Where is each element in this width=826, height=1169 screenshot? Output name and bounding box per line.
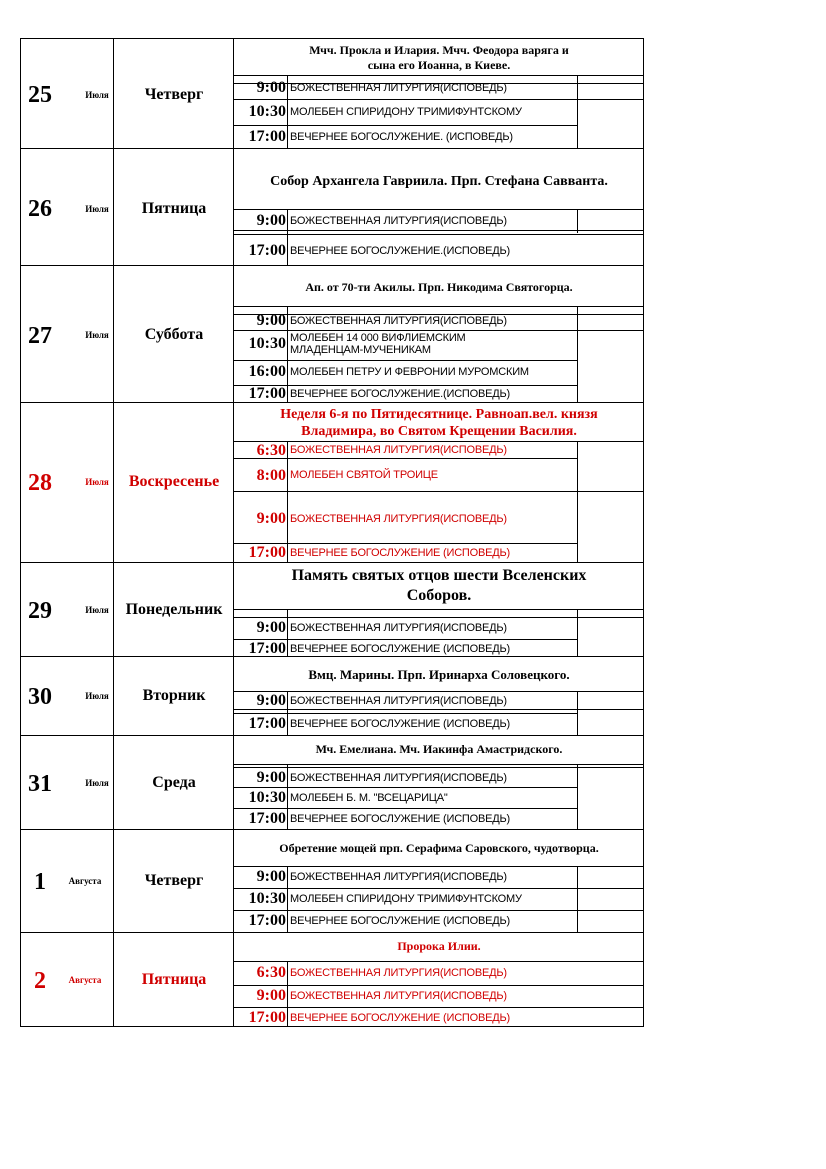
- service-description: БОЖЕСТВЕННАЯ ЛИТУРГИЯ(ИСПОВЕДЬ): [290, 622, 507, 634]
- weekday-label: Пятница: [141, 971, 207, 988]
- day-number: 2: [34, 968, 46, 994]
- day-number: 27: [28, 323, 52, 349]
- service-time: 17:00: [248, 242, 286, 259]
- day-number: 31: [28, 771, 52, 797]
- service-time: 17:00: [248, 385, 286, 402]
- day-block-26: [20, 148, 644, 265]
- feast-title: Собор Архангела Гавриила. Прп. Стефана Савванта.: [270, 174, 608, 189]
- service-description: ВЕЧЕРНЕЕ БОГОСЛУЖЕНИЕ (ИСПОВЕДЬ): [290, 547, 511, 559]
- service-description: ВЕЧЕРНЕЕ БОГОСЛУЖЕНИЕ (ИСПОВЕДЬ): [290, 813, 511, 825]
- service-time: 9:00: [256, 510, 286, 527]
- month-label: Августа: [68, 876, 102, 886]
- service-description: БОЖЕСТВЕННАЯ ЛИТУРГИЯ(ИСПОВЕДЬ): [290, 695, 507, 707]
- service-description: ВЕЧЕРНЕЕ БОГОСЛУЖЕНИЕ.(ИСПОВЕДЬ): [290, 245, 511, 257]
- service-description: БОЖЕСТВЕННАЯ ЛИТУРГИЯ(ИСПОВЕДЬ): [290, 871, 507, 883]
- weekday-label: Четверг: [144, 872, 204, 889]
- service-time: 17:00: [248, 1009, 286, 1026]
- month-label: Июля: [85, 778, 109, 788]
- service-description: МОЛЕБЕН СВЯТОЙ ТРОИЦЕ: [290, 469, 438, 481]
- feast-title: Мч. Емелиана. Мч. Иакинфа Амастридского.: [315, 742, 563, 756]
- day-block-2: [20, 932, 644, 1027]
- service-time: 17:00: [248, 128, 286, 145]
- day-block-27: [20, 265, 644, 402]
- service-time: 9:00: [256, 692, 286, 709]
- service-time: 9:00: [256, 312, 286, 329]
- feast-title: Вмц. Марины. Прп. Иринарха Соловецкого.: [308, 667, 570, 682]
- service-description: БОЖЕСТВЕННАЯ ЛИТУРГИЯ(ИСПОВЕДЬ): [290, 82, 507, 94]
- weekday-label: Среда: [152, 774, 196, 791]
- service-time: 10:30: [248, 789, 286, 806]
- service-time: 8:00: [256, 467, 286, 484]
- feast-title: Пророка Илии.: [397, 939, 481, 953]
- service-time: 9:00: [256, 619, 286, 636]
- day-block-29: [20, 562, 644, 656]
- service-time: 10:30: [248, 890, 286, 907]
- day-block-31: [20, 735, 644, 829]
- month-label: Июля: [85, 691, 109, 701]
- day-number: 28: [28, 470, 52, 496]
- service-time: 17:00: [248, 810, 286, 827]
- day-number: 30: [28, 684, 52, 710]
- service-time: 10:30: [248, 335, 286, 352]
- day-block-30: [20, 656, 644, 735]
- service-time: 10:30: [248, 103, 286, 120]
- feast-title: Неделя 6-я по Пятидесятнице. Равноап.вел. князя Владимира, во Святом Крещении Василия.: [280, 407, 598, 439]
- day-number: 1: [34, 869, 46, 895]
- service-description: МОЛЕБЕН Б. М. "ВСЕЦАРИЦА": [290, 792, 448, 804]
- service-description: ВЕЧЕРНЕЕ БОГОСЛУЖЕНИЕ.(ИСПОВЕДЬ): [290, 388, 511, 400]
- day-number: 29: [28, 598, 52, 624]
- service-time: 16:00: [248, 363, 286, 380]
- feast-title: Ап. от 70-ти Акилы. Прп. Никодима Святогорца.: [305, 280, 573, 294]
- service-time: 9:00: [256, 212, 286, 229]
- service-description: ВЕЧЕРНЕЕ БОГОСЛУЖЕНИЕ (ИСПОВЕДЬ): [290, 915, 511, 927]
- month-label: Июля: [85, 605, 109, 615]
- service-description: ВЕЧЕРНЕЕ БОГОСЛУЖЕНИЕ (ИСПОВЕДЬ): [290, 643, 511, 655]
- service-description: БОЖЕСТВЕННАЯ ЛИТУРГИЯ(ИСПОВЕДЬ): [290, 444, 507, 456]
- weekday-label: Понедельник: [125, 601, 223, 618]
- service-time: 17:00: [248, 640, 286, 657]
- service-description: МОЛЕБЕН СПИРИДОНУ ТРИМИФУНТСКОМУ: [290, 893, 522, 905]
- service-time: 17:00: [248, 715, 286, 732]
- service-description: МОЛЕБЕН 14 000 ВИФЛИЕМСКИМ МЛАДЕНЦАМ-МУЧЕНИКАМ: [290, 332, 466, 356]
- service-description: МОЛЕБЕН СПИРИДОНУ ТРИМИФУНТСКОМУ: [290, 106, 522, 118]
- weekday-label: Четверг: [144, 86, 204, 103]
- weekday-label: Пятница: [141, 200, 207, 217]
- month-label: Июля: [85, 90, 109, 100]
- month-label: Июля: [85, 477, 109, 487]
- feast-title: Обретение мощей прп. Серафима Саровского, чудотворца.: [279, 841, 599, 855]
- day-block-1: [20, 829, 644, 932]
- service-description: МОЛЕБЕН ПЕТРУ И ФЕВРОНИИ МУРОМСКИМ: [290, 366, 529, 378]
- month-label: Августа: [68, 975, 102, 985]
- service-time: 17:00: [248, 912, 286, 929]
- service-time: 6:30: [256, 442, 286, 459]
- service-description: БОЖЕСТВЕННАЯ ЛИТУРГИЯ(ИСПОВЕДЬ): [290, 513, 507, 525]
- service-description: ВЕЧЕРНЕЕ БОГОСЛУЖЕНИЕ. (ИСПОВЕДЬ): [290, 131, 513, 143]
- service-time: 9:00: [256, 987, 286, 1004]
- day-block-25: [20, 38, 644, 148]
- service-time: 9:00: [256, 79, 286, 96]
- service-description: БОЖЕСТВЕННАЯ ЛИТУРГИЯ(ИСПОВЕДЬ): [290, 215, 507, 227]
- service-description: ВЕЧЕРНЕЕ БОГОСЛУЖЕНИЕ (ИСПОВЕДЬ): [290, 1012, 511, 1024]
- service-time: 6:30: [256, 964, 286, 981]
- month-label: Июля: [85, 330, 109, 340]
- weekday-label: Вторник: [142, 687, 206, 704]
- service-description: БОЖЕСТВЕННАЯ ЛИТУРГИЯ(ИСПОВЕДЬ): [290, 967, 507, 979]
- weekday-label: Суббота: [144, 326, 204, 343]
- service-description: БОЖЕСТВЕННАЯ ЛИТУРГИЯ(ИСПОВЕДЬ): [290, 772, 507, 784]
- service-time: 9:00: [256, 769, 286, 786]
- day-number: 26: [28, 196, 52, 222]
- service-description: ВЕЧЕРНЕЕ БОГОСЛУЖЕНИЕ (ИСПОВЕДЬ): [290, 718, 511, 730]
- day-block-28: [20, 402, 644, 562]
- month-label: Июля: [85, 204, 109, 214]
- service-description: БОЖЕСТВЕННАЯ ЛИТУРГИЯ(ИСПОВЕДЬ): [290, 990, 507, 1002]
- service-description: БОЖЕСТВЕННАЯ ЛИТУРГИЯ(ИСПОВЕДЬ): [290, 315, 507, 327]
- feast-title: Память святых отцов шести Вселенских Соборов.: [291, 567, 587, 604]
- service-time: 17:00: [248, 544, 286, 561]
- service-time: 9:00: [256, 868, 286, 885]
- weekday-label: Воскресенье: [128, 473, 220, 490]
- feast-title: Мчч. Прокла и Илария. Мчч. Феодора варяга и сына его Иоанна, в Киеве.: [309, 43, 569, 72]
- day-number: 25: [28, 82, 52, 108]
